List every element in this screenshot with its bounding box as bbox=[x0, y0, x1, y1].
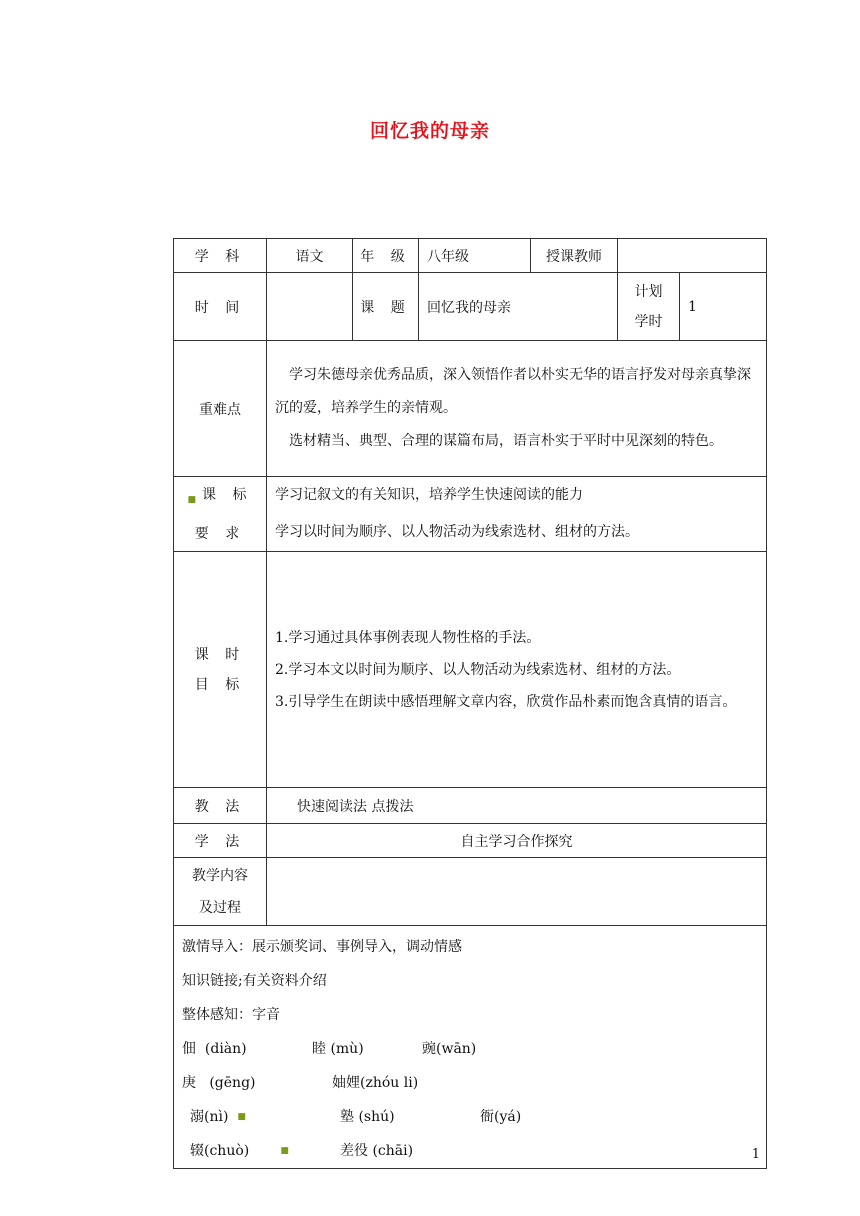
marker-dot: ■ bbox=[280, 1146, 289, 1156]
pronunciation-row bbox=[182, 1066, 758, 1100]
goal-line: 1.学习通过具体事例表现人物性格的手法。 bbox=[275, 629, 541, 646]
goal-line: 3.引导学生在朗读中感悟理解文章内容，欣赏作品朴素而饱含真情的语言。 bbox=[275, 693, 737, 710]
subject-value: 语文 bbox=[267, 239, 353, 273]
pronunciation-item: 庚 (gēng) bbox=[182, 1075, 256, 1091]
process-line: 激情导入：展示颁奖词、事例导入，调动情感 bbox=[182, 939, 462, 955]
pronunciation-row bbox=[182, 1134, 758, 1168]
content-value bbox=[267, 858, 767, 926]
difficulty-line: 学习朱德母亲优秀品质，深入领悟作者以朴实无华的语言抒发对母亲真挚深沉的爱，培养学生的亲情观。 bbox=[275, 367, 751, 416]
pronunciation-item: 豌(wān) bbox=[422, 1041, 477, 1057]
standard-label-line-1: 课 标 bbox=[202, 486, 253, 503]
pronunciation-item: 辍(chuò) bbox=[190, 1143, 250, 1159]
study-value: 自主学习合作探究 bbox=[267, 824, 767, 858]
goals-content bbox=[267, 552, 767, 788]
pronunciation-item: 塾 (shú) bbox=[340, 1109, 395, 1125]
time-value bbox=[267, 273, 353, 341]
goals-label bbox=[174, 552, 267, 788]
content-label-line-2: 及过程 bbox=[199, 899, 241, 916]
pronunciation-item: 睦 (mù) bbox=[312, 1041, 364, 1057]
topic-value: 回忆我的母亲 bbox=[419, 273, 618, 341]
page-number: 1 bbox=[751, 1147, 760, 1162]
teaching-process-cell bbox=[174, 926, 767, 1169]
teacher-value bbox=[618, 239, 767, 273]
teacher-label: 授课教师 bbox=[531, 239, 618, 273]
lesson-plan-table bbox=[173, 238, 767, 1169]
goals-label-line-2: 目 标 bbox=[194, 676, 246, 693]
content-label bbox=[174, 858, 267, 926]
marker-dot: ■ bbox=[187, 494, 203, 505]
study-label: 学 法 bbox=[174, 824, 267, 858]
pronunciation-row bbox=[182, 1100, 758, 1134]
standard-label-line-2: 要 求 bbox=[194, 525, 246, 542]
content-label-line-1: 教学内容 bbox=[192, 867, 248, 884]
pronunciation-item: 衙(yá) bbox=[480, 1109, 522, 1125]
grade-label: 年 级 bbox=[353, 239, 419, 273]
hours-value: 1 bbox=[680, 273, 767, 341]
topic-label: 课 题 bbox=[353, 273, 419, 341]
standard-label bbox=[174, 477, 267, 552]
standard-line: 学习以时间为顺序、以人物活动为线索选材、组材的方法。 bbox=[275, 524, 639, 540]
difficulty-content bbox=[267, 341, 767, 477]
method-label: 教 法 bbox=[174, 788, 267, 824]
pronunciation-item: 溺(nì) bbox=[190, 1109, 229, 1125]
subject-label: 学 科 bbox=[174, 239, 267, 273]
goal-line: 2.学习本文以时间为顺序、以人物活动为线索选材、组材的方法。 bbox=[275, 661, 681, 678]
pronunciation-item-group bbox=[190, 1100, 340, 1134]
method-value: 快速阅读法 点拨法 bbox=[267, 788, 767, 824]
standard-content bbox=[267, 477, 767, 552]
page-title: 回忆我的母亲 bbox=[369, 120, 490, 142]
process-line: 整体感知：字音 bbox=[182, 1007, 280, 1023]
grade-value: 八年级 bbox=[419, 239, 531, 273]
pronunciation-item: 佃 (diàn) bbox=[182, 1041, 247, 1057]
pronunciation-item: 差役 (chāi) bbox=[340, 1143, 414, 1159]
pronunciation-row bbox=[182, 1032, 758, 1066]
difficulty-label: 重难点 bbox=[174, 341, 267, 477]
marker-dot: ■ bbox=[237, 1112, 246, 1122]
standard-line: 学习记叙文的有关知识，培养学生快速阅读的能力 bbox=[275, 487, 583, 503]
hours-label-line-1: 计划 bbox=[634, 283, 663, 300]
hours-label-line-2: 学时 bbox=[634, 313, 663, 330]
process-line: 知识链接;有关资料介绍 bbox=[182, 973, 327, 989]
goals-label-line-1: 课 时 bbox=[194, 646, 246, 663]
difficulty-line: 选材精当、典型、合理的谋篇布局，语言朴实于平时中见深刻的特色。 bbox=[289, 433, 723, 449]
pronunciation-item: 妯娌(zhóu li) bbox=[332, 1075, 419, 1091]
hours-label bbox=[618, 273, 680, 341]
time-label: 时 间 bbox=[174, 273, 267, 341]
pronunciation-item-group bbox=[190, 1134, 340, 1168]
